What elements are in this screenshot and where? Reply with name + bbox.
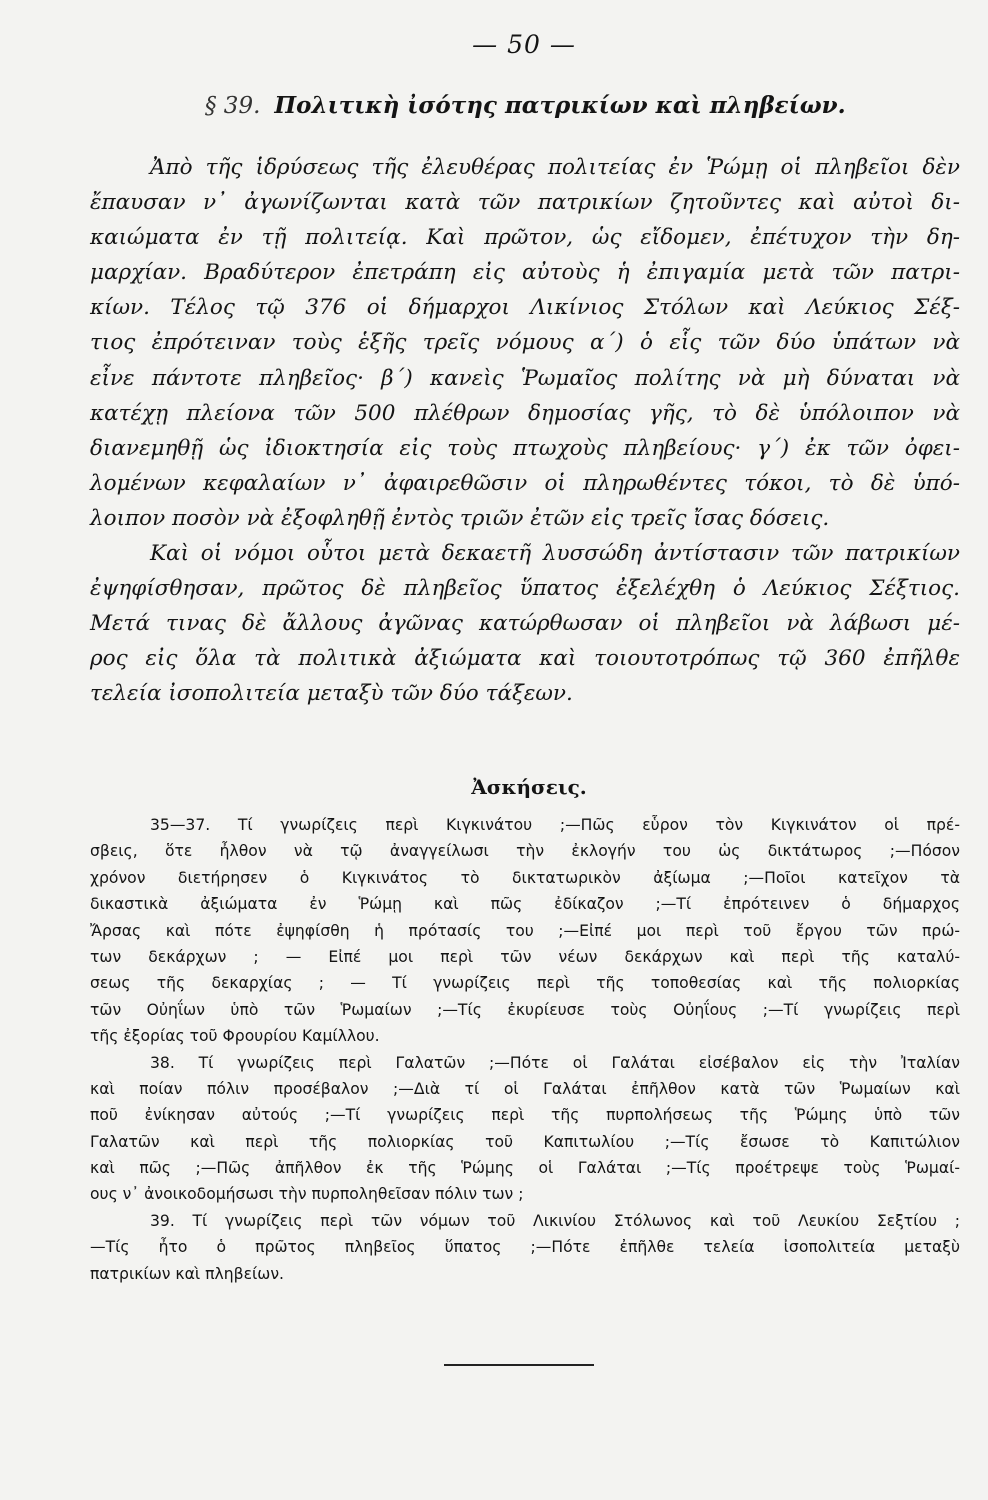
text-line: ρος εἰς ὅλα τὰ πολιτικὰ ἀξιώματα καὶ τοιουτοτρόπως τῷ 360 ἐπῆλθε: [90, 646, 960, 672]
exercise-line: —Τίς ἦτο ὁ πρῶτος πληβεῖος ὕπατος ;—Πότε ἐπῆλθε τελεία ἰσοπολιτεία μεταξὺ: [90, 1238, 960, 1257]
text-line: λομένων κεφαλαίων ν᾿ ἀφαιρεθῶσιν οἱ πληρωθέντες τόκοι, τὸ δὲ ὑπό-: [90, 470, 960, 496]
exercise-line: Ἄρσας καὶ πότε ἐψηφίσθη ἡ πρότασίς του ;—Εἰπέ μοι περὶ τοῦ ἔργου τῶν πρώ-: [90, 921, 960, 940]
exercises-text: [90, 812, 960, 1287]
text-line: μαρχίαν. Βραδύτερον ἐπετράπη εἰς αὐτοὺς ἡ ἐπιγαμία μετὰ τῶν πατρι-: [90, 260, 960, 286]
exercise-line: σεως τῆς δεκαρχίας ; — Τί γνωρίζεις περὶ τῆς τοποθεσίας καὶ τῆς πολιορκίας: [90, 974, 960, 993]
text-line: διανεμηθῇ ὡς ἰδιοκτησία εἰς τοὺς πτωχοὺς πληβείους· γ΄) ἐκ τῶν ὀφει-: [90, 435, 960, 461]
page-number: — 50 —: [472, 30, 576, 59]
exercise-line: χρόνον διετήρησεν ὁ Κιγκινάτος τὸ δικτατωρικὸν ἀξίωμα ;—Ποῖοι κατεῖχον τὰ: [90, 868, 960, 887]
text-line: καιώματα ἐν τῇ πολιτείᾳ. Καὶ πρῶτον, ὡς εἴδομεν, ἐπέτυχον τὴν δη-: [90, 225, 960, 251]
exercise-line: καὶ πῶς ;—Πῶς ἀπῆλθον ἐκ τῆς Ῥώμης οἱ Γαλάται ;—Τίς προέτρεψε τοὺς Ῥωμαί-: [90, 1159, 960, 1178]
main-text: [90, 150, 960, 712]
text-line: τιος ἐπρότειναν τοὺς ἑξῆς τρεῖς νόμους α΄) ὁ εἷς τῶν δύο ὑπάτων νὰ: [90, 330, 960, 356]
text-line: ἐψηφίσθησαν, πρῶτος δὲ πληβεῖος ὕπατος ἐξελέχθη ὁ Λεύκιος Σέξτιος.: [90, 576, 960, 602]
text-line: εἶνε πάντοτε πληβεῖος· β΄) κανεὶς Ῥωμαῖος πολίτης νὰ μὴ δύναται νὰ: [90, 365, 960, 391]
exercise-line: των δεκάρχων ; — Εἰπέ μοι περὶ τῶν νέων δεκάρχων καὶ περὶ τῆς καταλύ-: [90, 947, 960, 966]
text-line: Ἀπὸ τῆς ἱδρύσεως τῆς ἐλευθέρας πολιτείας ἐν Ῥώμῃ οἱ πληβεῖοι δὲν: [150, 155, 960, 180]
text-line: κίων. Τέλος τῷ 376 οἱ δήμαρχοι Λικίνιος Στόλων καὶ Λεύκιος Σέξ-: [90, 295, 960, 321]
exercise-line: πατρικίων καὶ πληβείων.: [90, 1264, 285, 1283]
exercise-line: ους ν᾿ ἀνοικοδομήσωσι τὴν πυρποληθεῖσαν πόλιν των ;: [90, 1185, 524, 1204]
exercise-line: 39. Τί γνωρίζεις περὶ τῶν νόμων τοῦ Λικινίου Στόλωνος καὶ τοῦ Λευκίου Σεξτίου ;: [150, 1211, 960, 1230]
exercise-line: δικαστικὰ ἀξιώματα ἐν Ῥώμῃ καὶ πῶς ἐδίκαζον ;—Τί ἐπρότεινεν ὁ δήμαρχος: [90, 895, 960, 914]
exercise-line: 35—37. Τί γνωρίζεις περὶ Κιγκινάτου ;—Πῶς εὗρον τὸν Κιγκινάτον οἱ πρέ-: [150, 816, 960, 834]
exercise-line: καὶ ποίαν πόλιν προσέβαλον ;—Διὰ τί οἱ Γαλάται ἐπῆλθον κατὰ τῶν Ῥωμαίων καὶ: [90, 1079, 960, 1098]
end-divider: [444, 1364, 594, 1366]
exercise-line: τῆς ἐξορίας τοῦ Φρουρίου Καμίλλου.: [90, 1027, 380, 1046]
exercise-line: Γαλατῶν καὶ περὶ τῆς πολιορκίας τοῦ Καπιτωλίου ;—Τίς ἔσωσε τὸ Καπιτώλιον: [90, 1132, 960, 1151]
text-line: ἔπαυσαν ν᾿ ἀγωνίζωνται κατὰ τῶν πατρικίων ζητοῦντες καὶ αὐτοὶ δι-: [90, 190, 960, 216]
exercise-line: σβεις, ὅτε ἦλθον νὰ τῷ ἀναγγείλωσι τὴν ἐκλογήν του ὡς δικτάτωρος ;—Πόσον: [90, 842, 960, 861]
exercises-title: Ἀσκήσεις.: [471, 775, 587, 799]
text-line: κατέχῃ πλείονα τῶν 500 πλέθρων δημοσίας γῆς, τὸ δὲ ὑπόλοιπον νὰ: [90, 400, 960, 426]
text-line: τελεία ἰσοπολιτεία μεταξὺ τῶν δύο τάξεων.: [90, 681, 573, 707]
text-line: Καὶ οἱ νόμοι οὗτοι μετὰ δεκαετῆ λυσσώδη ἀντίστασιν τῶν πατρικίων: [150, 541, 960, 567]
section-symbol: § 39.: [205, 93, 261, 119]
text-line: Μετά τινας δὲ ἄλλους ἀγῶνας κατώρθωσαν οἱ πληβεῖοι νὰ λάβωσι μέ-: [90, 611, 960, 637]
exercise-line: 38. Τί γνωρίζεις περὶ Γαλατῶν ;—Πότε οἱ Γαλάται εἰσέβαλον εἰς τὴν Ἰταλίαν: [150, 1053, 960, 1072]
exercise-line: ποῦ ἐνίκησαν αὐτούς ;—Τί γνωρίζεις περὶ τῆς πυρπολήσεως τῆς Ῥώμης ὑπὸ τῶν: [90, 1106, 960, 1125]
section-heading: [205, 92, 905, 119]
text-line: λοιπον ποσὸν νὰ ἐξοφληθῇ ἐντὸς τριῶν ἐτῶν εἰς τρεῖς ἴσας δόσεις.: [90, 505, 830, 531]
section-title: Πολιτικὴ ἰσότης πατρικίων καὶ πληβείων.: [274, 92, 846, 119]
exercise-line: τῶν Οὐηΐων ὑπὸ τῶν Ῥωμαίων ;—Τίς ἐκυρίευσε τοὺς Οὐηΐους ;—Τί γνωρίζεις περὶ: [90, 1000, 960, 1019]
